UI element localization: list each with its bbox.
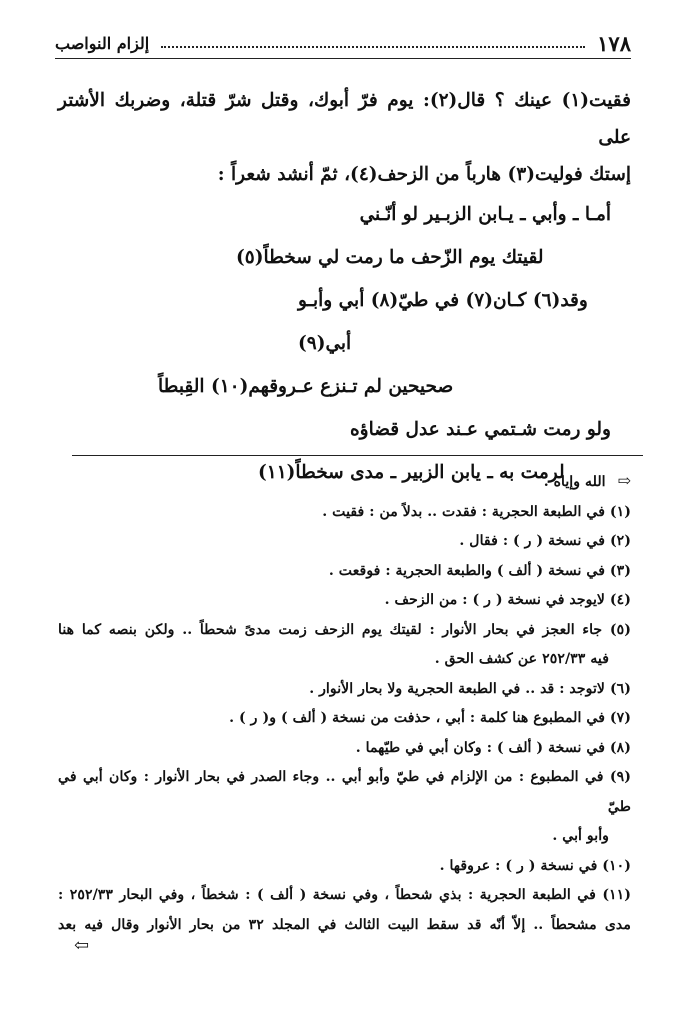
verse-line: لرمت به ـ يابن الزبير ـ مدى سخطاً(١١) bbox=[258, 462, 565, 483]
arrow-left-icon: ⇦ bbox=[74, 935, 90, 956]
footnote: (٣) في نسخة ( ألف ) والطبعة الحجرية : فوقعت . bbox=[328, 562, 631, 579]
footnote: (١) في الطبعة الحجرية : فقدت .. بدلاً من : فقيت . bbox=[322, 503, 631, 520]
footnote-continued: فيه ٢٥٢/٣٣ عن كشف الحق . bbox=[434, 651, 609, 667]
page-number: ١٧٨ bbox=[597, 30, 631, 56]
verse-line: وقد(٦) كـان(٧) في طيّ(٨) أبي وأبـو أبي(٩) bbox=[298, 290, 588, 354]
footnote: (٦) لاتوجد : قد .. في الطبعة الحجرية ولا بحار الأنوار . bbox=[309, 680, 631, 697]
header-dots bbox=[161, 46, 585, 48]
verse-line: ولو رمت شـتمي عـند عدل قضاؤه bbox=[349, 419, 611, 440]
running-title: إلزام النواصب bbox=[55, 33, 150, 53]
footnote-continuation: ⇨الله وإياه . bbox=[58, 466, 631, 498]
footnote: (٢) في نسخة ( ر ) : فقال . bbox=[459, 533, 631, 549]
page-header bbox=[55, 28, 631, 58]
header-rule bbox=[55, 58, 631, 59]
main-text bbox=[58, 82, 631, 494]
footnotes bbox=[58, 466, 631, 940]
footnote: (١٠) في نسخة ( ر ) : عروقها . bbox=[439, 857, 631, 874]
footnote-continued: وأبو أبي . bbox=[552, 828, 609, 844]
arrow-right-icon: ⇨ bbox=[617, 471, 631, 490]
footnote: (٩) في المطبوع : من الإلزام في طيّ وأبو أبي .. وجاء الصدر في بحار الأنوار : وكان أبي في طيّ bbox=[58, 769, 631, 815]
footnote: (٨) في نسخة ( ألف ) : وكان أبي في طيّهما . bbox=[355, 739, 631, 756]
footnote: (٥) جاء العجز في بحار الأنوار : لقيتك يوم الزحف زمت مدىً شحطاً .. ولكن بنصه كما هنا bbox=[58, 621, 631, 638]
footnote: (٧) في المطبوع هنا كلمة : أبي ، حذفت من نسخة ( ألف ) و( ر ) . bbox=[229, 710, 631, 726]
footnote-rule bbox=[72, 455, 643, 456]
footnote: (٤) لايوجد في نسخة ( ر ) : من الزحف . bbox=[384, 592, 631, 608]
prose-line: فقيت(١) عينك ؟ قال(٢): يوم فرّ أبوك، وقتل شرّ قتلة، وضربك الأشتر على bbox=[58, 90, 631, 148]
verse-line: صحيحين لم تـنزع عـروقهم(١٠) القِبطاً bbox=[158, 376, 454, 397]
footnote-continued: مدى مشحطاً .. إلاّ أنّه قد سقط البيت الثالث في المجلد ٣٢ من بحار الأنوار وقال فيه بعد bbox=[58, 916, 631, 933]
footnote: (١١) في الطبعة الحجرية : بذي شحطاً ، وفي نسخة ( ألف ) : شخطاً ، وفي البحار ٢٥٢/٣٣ : bbox=[58, 887, 632, 903]
prose-line: إستك فوليت(٣) هارباً من الزحف(٤)، ثمّ أنشد شعراً : bbox=[217, 164, 631, 185]
verse-line: أمـا ـ وأبي ـ يـابن الزبـير لو أنّـني bbox=[359, 204, 611, 225]
verse-line: لقيتك يوم الزّحف ما رمت لي سخطاً(٥) bbox=[236, 247, 544, 268]
prose bbox=[58, 82, 631, 193]
